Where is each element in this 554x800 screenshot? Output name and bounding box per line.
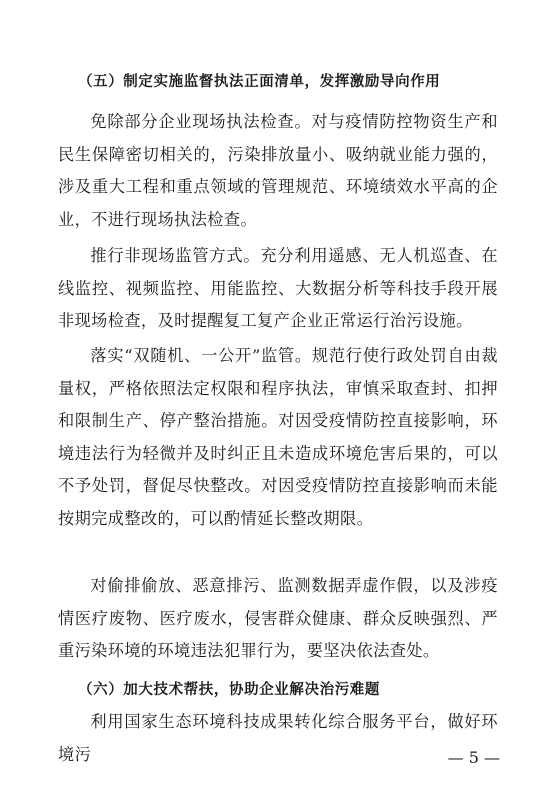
section-heading-6: （六）加大技术帮扶，协助企业解决治污难题 bbox=[78, 682, 380, 698]
section-heading-5: （五）制定实施监督执法正面清单，发挥激励导向作用 bbox=[78, 74, 441, 90]
paragraph-remote-supervision: 推行非现场监管方式。充分利用遥感、无人机巡查、在线监控、视频监控、用能监控、大数据分析等科技手段开展非现场检查，及时提醒复工复产企业正常运行治污设施。 bbox=[58, 246, 498, 330]
paragraph-exemption: 免除部分企业现场执法检查。对与疫情防控物资生产和民生保障密切相关的，污染排放量小、吸纳就业能力强的，涉及重大工程和重点领域的管理规范、环境绩效水平高的企业，不进行现场执法检查。 bbox=[58, 112, 498, 229]
paragraph-tech-support: 利用国家生态环境科技成果转化综合服务平台，做好环境污 bbox=[58, 712, 498, 764]
paragraph-double-random: 落实“双随机、一公开”监管。规范行使行政处罚自由裁量权，严格依照法定权限和程序执法，审慎采取查封、扣押和限制生产、停产整治措施。对因受疫情防控直接影响，环境违法行为轻微并及时纠正且未造成环境危害后果的，可以不予处罚，督促尽快整改。对因受疫情防控直接影响而未能按期完成整改的，可以酌情延长整改期限。 bbox=[58, 346, 498, 528]
paragraph-enforcement: 对偷排偷放、恶意排污、监测数据弄虚作假，以及涉疫情医疗废物、医疗废水，侵害群众健康、群众反映强烈、严重污染环境的环境违法犯罪行为，要坚决依法查处。 bbox=[58, 576, 498, 660]
page-number: — 5 — bbox=[447, 748, 500, 767]
